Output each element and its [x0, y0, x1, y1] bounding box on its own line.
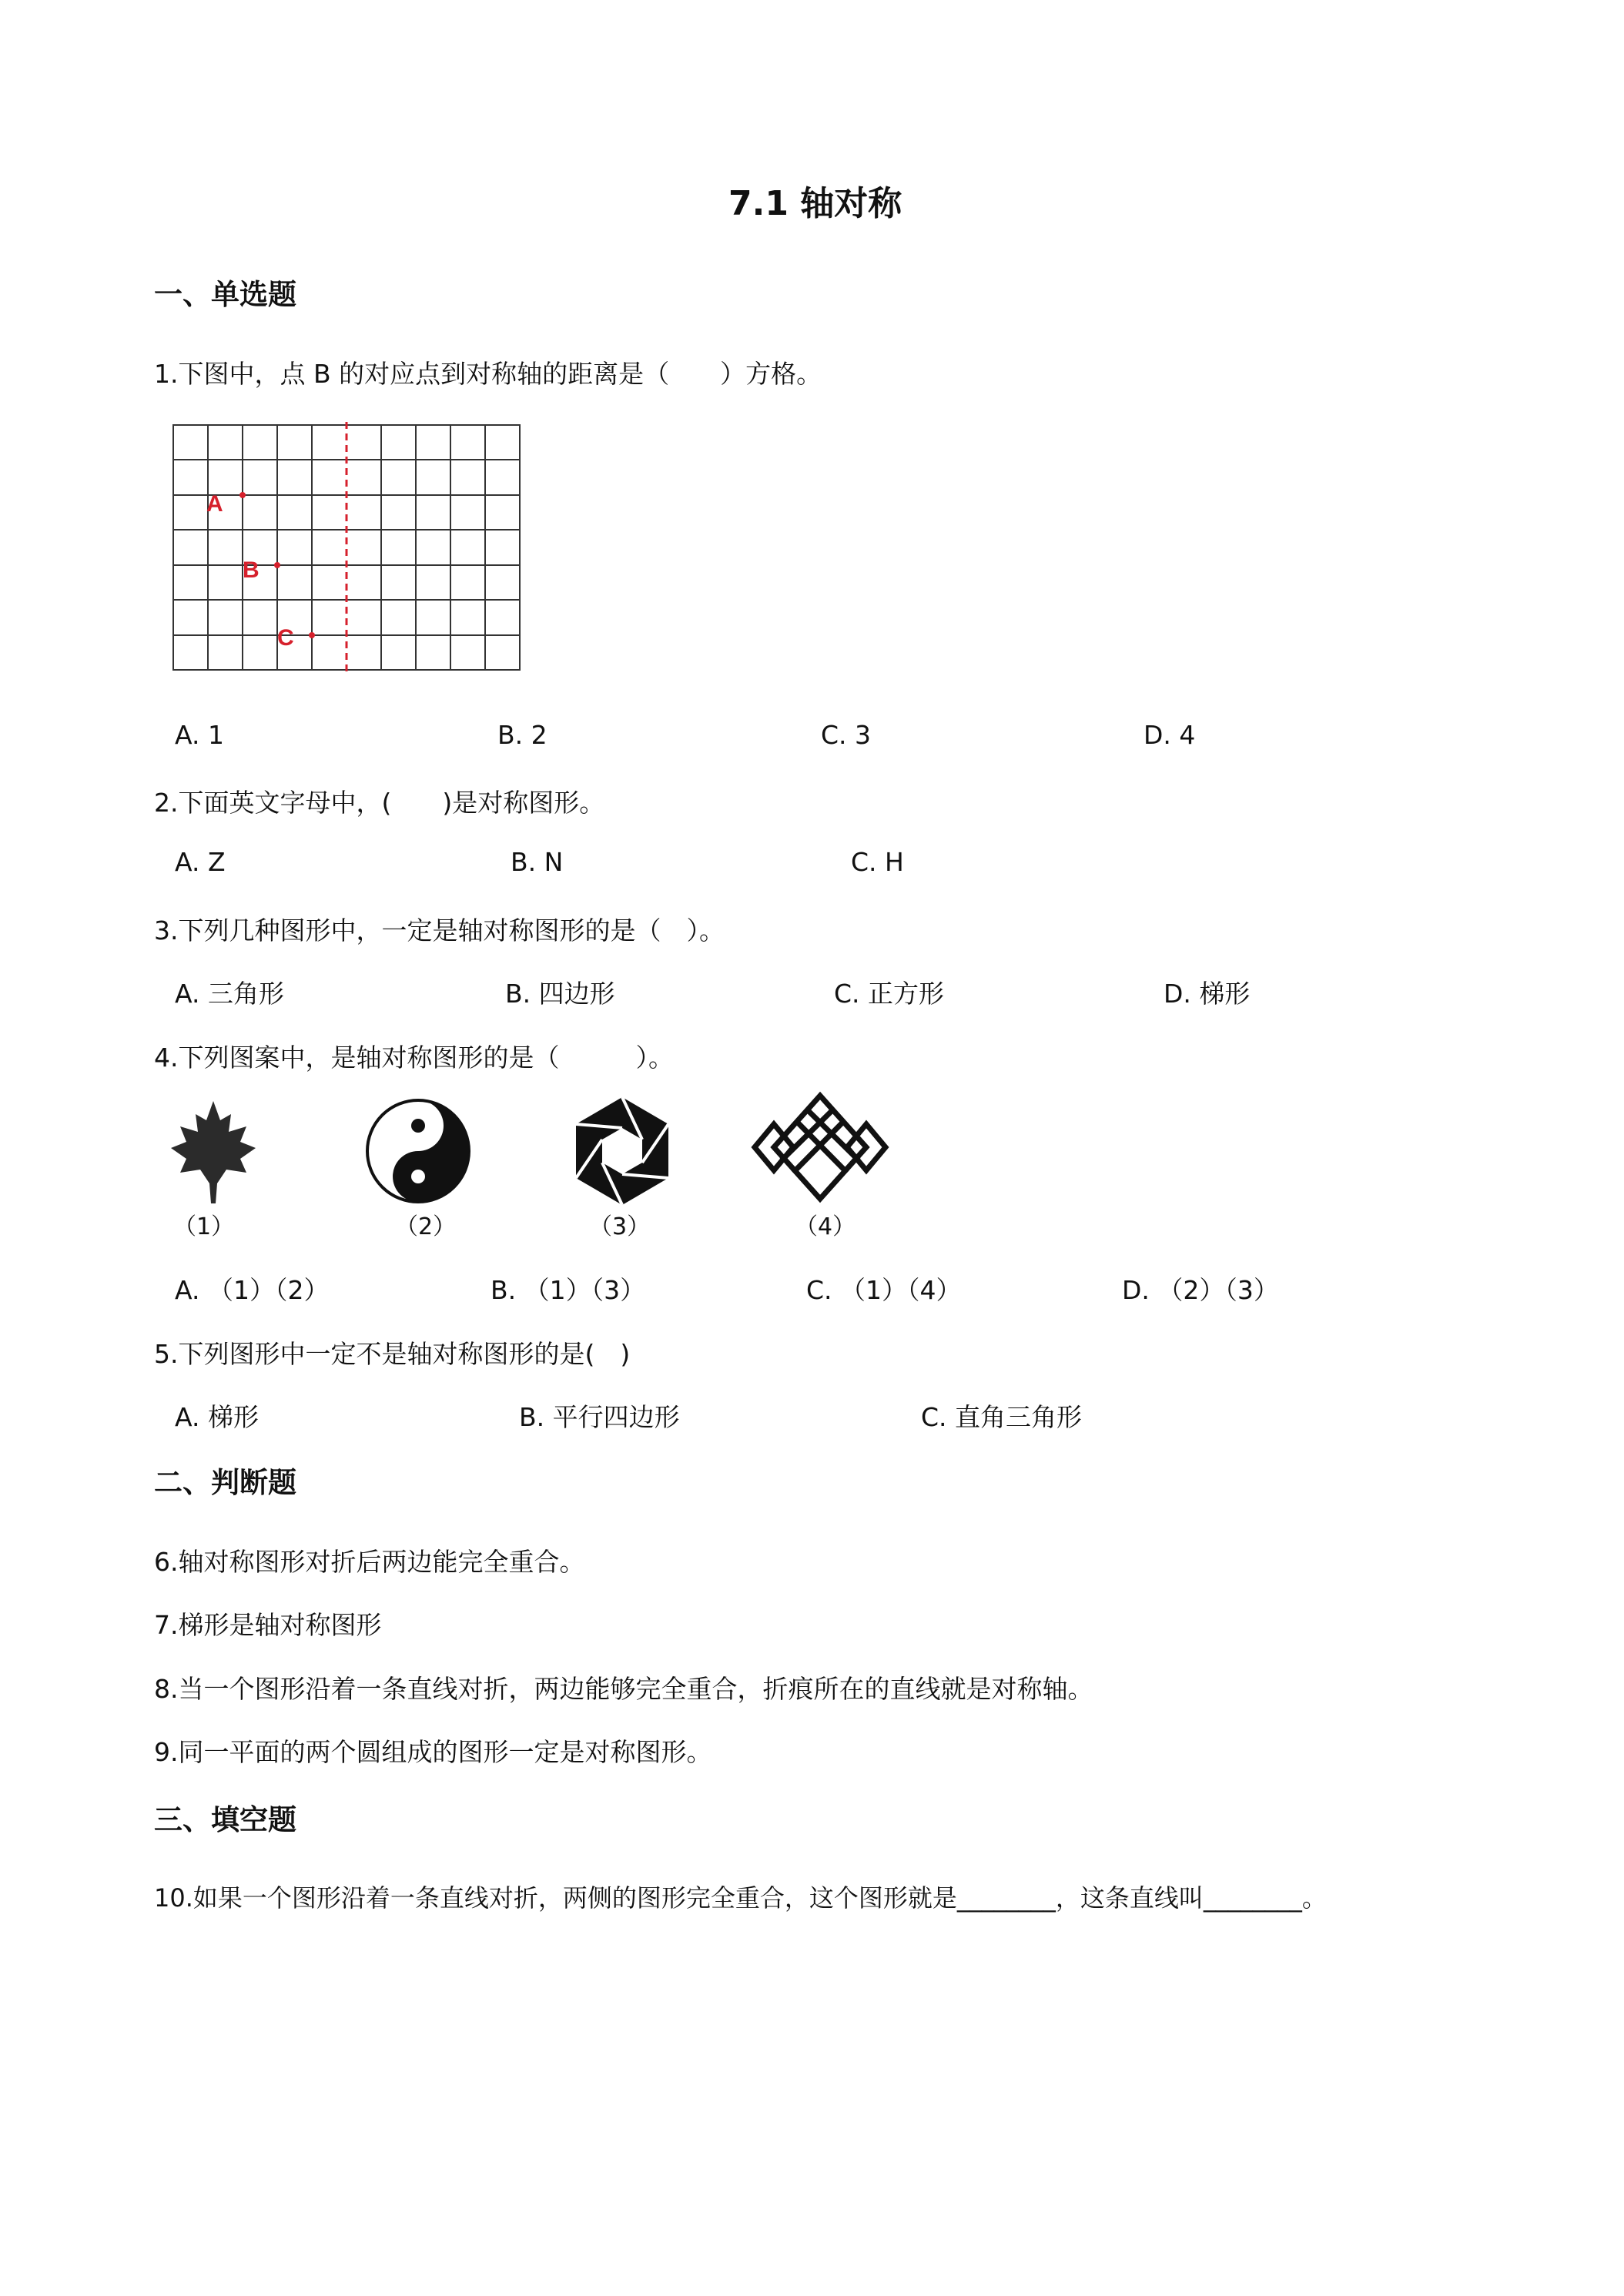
q1-option-b[interactable]: B. 2: [497, 720, 547, 750]
q4-option-b[interactable]: B. （1）（3）: [491, 1275, 646, 1305]
question-10: 10.如果一个图形沿着一条直线对折，两侧的图形完全重合，这个图形就是________，这条直线叫________。: [154, 1883, 1327, 1913]
figure-caption-1: （1）: [173, 1213, 235, 1240]
q2-option-b[interactable]: B. N: [511, 847, 564, 877]
question-8: 8.当一个图形沿着一条直线对折，两边能够完全重合，折痕所在的直线就是对称轴。: [154, 1674, 1093, 1704]
question-9: 9.同一平面的两个圆组成的图形一定是对称图形。: [154, 1737, 712, 1767]
q3-option-a[interactable]: A. 三角形: [175, 979, 284, 1009]
point-a: [239, 492, 246, 498]
point-label-c: C: [277, 625, 294, 651]
page-title: 7.1 轴对称: [728, 184, 902, 223]
q1-option-a[interactable]: A. 1: [175, 720, 224, 750]
maple-leaf-figure: [163, 1097, 263, 1205]
question-7: 7.梯形是轴对称图形: [154, 1610, 382, 1640]
q1-option-d[interactable]: D. 4: [1143, 720, 1196, 750]
question-6: 6.轴对称图形对折后两边能完全重合。: [154, 1547, 585, 1577]
q4-option-a[interactable]: A. （1）（2）: [175, 1275, 330, 1305]
figure-caption-4: （4）: [795, 1213, 856, 1240]
q5-option-a[interactable]: A. 梯形: [175, 1402, 259, 1432]
question-2: 2.下面英文字母中，( )是对称图形。: [154, 788, 605, 818]
q2-option-c[interactable]: C. H: [851, 847, 904, 877]
section-heading-single-choice: 一、单选题: [154, 278, 296, 311]
question-3: 3.下列几种图形中，一定是轴对称图形的是（ ）。: [154, 915, 725, 946]
q1-option-c[interactable]: C. 3: [821, 720, 872, 750]
q2-option-a[interactable]: A. Z: [175, 847, 226, 877]
question-4: 4.下列图案中，是轴对称图形的是（ ）。: [154, 1043, 674, 1073]
point-c: [309, 632, 315, 638]
point-label-a: A: [206, 491, 223, 517]
endless-knot-figure: [751, 1089, 889, 1205]
q3-option-c[interactable]: C. 正方形: [834, 979, 945, 1009]
figure-caption-3: （3）: [589, 1213, 651, 1240]
q5-option-b[interactable]: B. 平行四边形: [519, 1402, 680, 1432]
q1-grid-figure: [156, 414, 541, 688]
point-b: [274, 562, 280, 568]
section-heading-fill-blank: 三、填空题: [154, 1803, 296, 1836]
question-1: 1.下图中，点 B 的对应点到对称轴的距离是（ ）方格。: [154, 359, 822, 389]
section-heading-true-false: 二、判断题: [154, 1466, 296, 1499]
question-5: 5.下列图形中一定不是轴对称图形的是( ): [154, 1339, 631, 1369]
figure-caption-2: （2）: [395, 1213, 457, 1240]
q3-option-b[interactable]: B. 四边形: [505, 979, 615, 1009]
q4-option-c[interactable]: C. （1）（4）: [806, 1275, 962, 1305]
q5-option-c[interactable]: C. 直角三角形: [921, 1402, 1083, 1432]
yin-yang-figure: [364, 1097, 472, 1205]
hexagon-shutter-figure: [568, 1093, 676, 1209]
q3-option-d[interactable]: D. 梯形: [1164, 979, 1251, 1009]
q4-option-d[interactable]: D. （2）（3）: [1122, 1275, 1279, 1305]
point-label-b: B: [243, 557, 260, 583]
